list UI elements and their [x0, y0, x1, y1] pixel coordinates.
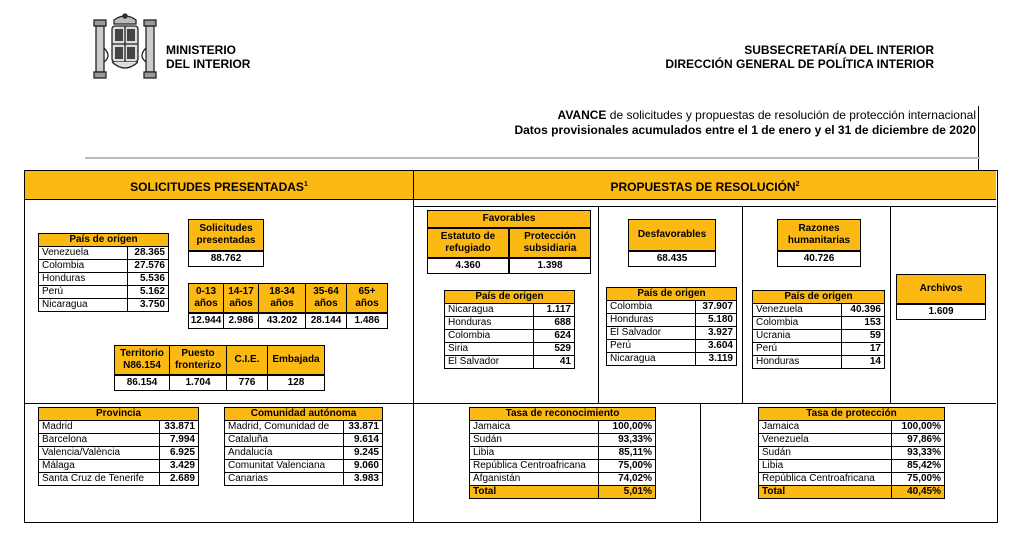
favorables-header: Favorables [427, 210, 591, 228]
grid-line [414, 403, 996, 404]
community-header: Comunidad autónoma [225, 408, 383, 421]
total-row: Total 40,45% [759, 486, 945, 499]
table-row: Andalucía 9.245 [225, 447, 383, 460]
right-section-title: PROPUESTAS DE RESOLUCIÓN [610, 180, 796, 194]
refugee-status-label: Estatuto de refugiado [427, 228, 509, 258]
table-row: El Salvador 3.927 [607, 327, 737, 340]
directorate-name [665, 43, 934, 71]
origin-table [38, 233, 169, 312]
age-value: 1.486 [346, 313, 388, 329]
total-requests-label: Solicitudes presentadas [188, 219, 264, 251]
grid-line [742, 206, 743, 403]
table-row: Jamaica 100,00% [470, 421, 656, 434]
report-title [514, 108, 976, 138]
table-row: Canarias 3.983 [225, 473, 383, 486]
table-row: Colombia 153 [753, 317, 885, 330]
refugee-status-value: 4.360 [427, 258, 509, 274]
table-row: Comunitat Valenciana 9.060 [225, 460, 383, 473]
directorate-line-2: DIRECCIÓN GENERAL DE POLÍTICA INTERIOR [665, 57, 934, 71]
community-table [224, 407, 383, 486]
table-row: República Centroafricana 75,00% [759, 473, 945, 486]
table-row: Cataluña 9.614 [225, 434, 383, 447]
table-row: Venezuela 28.365 [39, 247, 169, 260]
table-row: Ucrania 59 [753, 330, 885, 343]
table-row: Barcelona 7.994 [39, 434, 199, 447]
table-row: Nicaragua 3.750 [39, 299, 169, 312]
table-row: Madrid 33.871 [39, 421, 199, 434]
place-value: 776 [226, 375, 268, 391]
left-section-footnote: 1 [303, 181, 308, 188]
ministry-name [166, 43, 250, 71]
tasa-proteccion-table [758, 407, 945, 499]
tasa-proteccion-header: Tasa de protección [759, 408, 945, 421]
table-row: Colombia 27.576 [39, 260, 169, 273]
table-row: El Salvador 41 [445, 356, 575, 369]
table-row: Colombia 624 [445, 330, 575, 343]
ministry-line-1: MINISTERIO [166, 43, 237, 57]
place-value: 1.704 [169, 375, 227, 391]
age-label: 0-13 años [188, 283, 224, 313]
desfavorables-label: Desfavorables [628, 219, 716, 251]
left-section-title: SOLICITUDES PRESENTADAS [130, 180, 304, 194]
report-subtitle: Datos provisionales acumulados entre el 1 de enero y el 31 de diciembre de 2020 [514, 123, 976, 137]
table-row: Perú 17 [753, 343, 885, 356]
place-label: C.I.E. [226, 345, 268, 375]
table-row: República Centroafricana 75,00% [470, 460, 656, 473]
place-label: Territorio N86.154 [114, 345, 170, 375]
place-value: 86.154 [114, 375, 170, 391]
table-row: Nicaragua 1.117 [445, 304, 575, 317]
age-label: 18-34 años [258, 283, 306, 313]
table-row: Honduras 14 [753, 356, 885, 369]
table-row: Libia 85,11% [470, 447, 656, 460]
table-row: Honduras 5.180 [607, 314, 737, 327]
age-value: 2.986 [223, 313, 259, 329]
desfavorables-origin-table [606, 287, 737, 366]
desfavorables-origin-header: País de origen [607, 288, 737, 301]
table-row: Colombia 37.907 [607, 301, 737, 314]
table-row: Honduras 5.536 [39, 273, 169, 286]
table-row: Perú 5.162 [39, 286, 169, 299]
report-title-rest: de solicitudes y propuestas de resolución de protección internacional [606, 108, 976, 122]
razones-value: 40.726 [777, 251, 861, 267]
total-row: Total 5,01% [470, 486, 656, 499]
table-row: Perú 3.604 [607, 340, 737, 353]
report-title-bold: AVANCE [557, 108, 607, 122]
razones-origin-table [752, 290, 885, 369]
razones-origin-header: País de origen [753, 291, 885, 304]
table-row: Siria 529 [445, 343, 575, 356]
grid-line [598, 206, 599, 403]
age-value: 43.202 [258, 313, 306, 329]
subsidiary-protection-label: Protección subsidiaria [509, 228, 591, 258]
ministry-line-2: DEL INTERIOR [166, 57, 251, 71]
grid-line [414, 206, 996, 207]
province-table [38, 407, 199, 486]
right-section-footnote: 2 [795, 181, 800, 188]
right-section-header [414, 171, 996, 200]
table-row: Honduras 688 [445, 317, 575, 330]
table-row: Santa Cruz de Tenerife 2.689 [39, 473, 199, 486]
table-row: Sudán 93,33% [759, 447, 945, 460]
province-header: Provincia [39, 408, 199, 421]
grid-line [700, 403, 701, 521]
left-section-header [25, 171, 413, 200]
table-row: Jamaica 100,00% [759, 421, 945, 434]
table-row: Nicaragua 3.119 [607, 353, 737, 366]
age-value: 28.144 [305, 313, 347, 329]
grid-line [25, 403, 413, 404]
table-row: Afganistán 74,02% [470, 473, 656, 486]
table-row: Sudán 93,33% [470, 434, 656, 447]
place-label: Embajada [267, 345, 325, 375]
tasa-reconocimiento-table [469, 407, 656, 499]
directorate-line-1: SUBSECRETARÍA DEL INTERIOR [744, 43, 934, 57]
tasa-reconocimiento-header: Tasa de reconocimiento [470, 408, 656, 421]
favorables-origin-header: País de origen [445, 291, 575, 304]
place-value: 128 [267, 375, 325, 391]
age-value: 12.944 [188, 313, 224, 329]
favorables-origin-table [444, 290, 575, 369]
panel-divider [413, 170, 414, 522]
age-label: 14-17 años [223, 283, 259, 313]
header-divider [85, 157, 980, 159]
age-label: 65+ años [346, 283, 388, 313]
place-label: Puesto fronterizo [169, 345, 227, 375]
table-row: Málaga 3.429 [39, 460, 199, 473]
origin-header: País de origen [39, 234, 169, 247]
subsidiary-protection-value: 1.398 [509, 258, 591, 274]
coat-of-arms-logo [92, 12, 158, 90]
archivos-label: Archivos [896, 274, 986, 304]
age-label: 35-64 años [305, 283, 347, 313]
razones-label: Razones humanitarias [777, 219, 861, 251]
desfavorables-value: 68.435 [628, 251, 716, 267]
table-row: Venezuela 40.396 [753, 304, 885, 317]
table-row: Libia 85,42% [759, 460, 945, 473]
archivos-value: 1.609 [896, 304, 986, 320]
grid-line [890, 206, 891, 403]
table-row: Venezuela 97,86% [759, 434, 945, 447]
title-right-rule [978, 106, 979, 170]
total-requests-value: 88.762 [188, 251, 264, 267]
table-row: Madrid, Comunidad de 33.871 [225, 421, 383, 434]
table-row: Valencia/València 6.925 [39, 447, 199, 460]
